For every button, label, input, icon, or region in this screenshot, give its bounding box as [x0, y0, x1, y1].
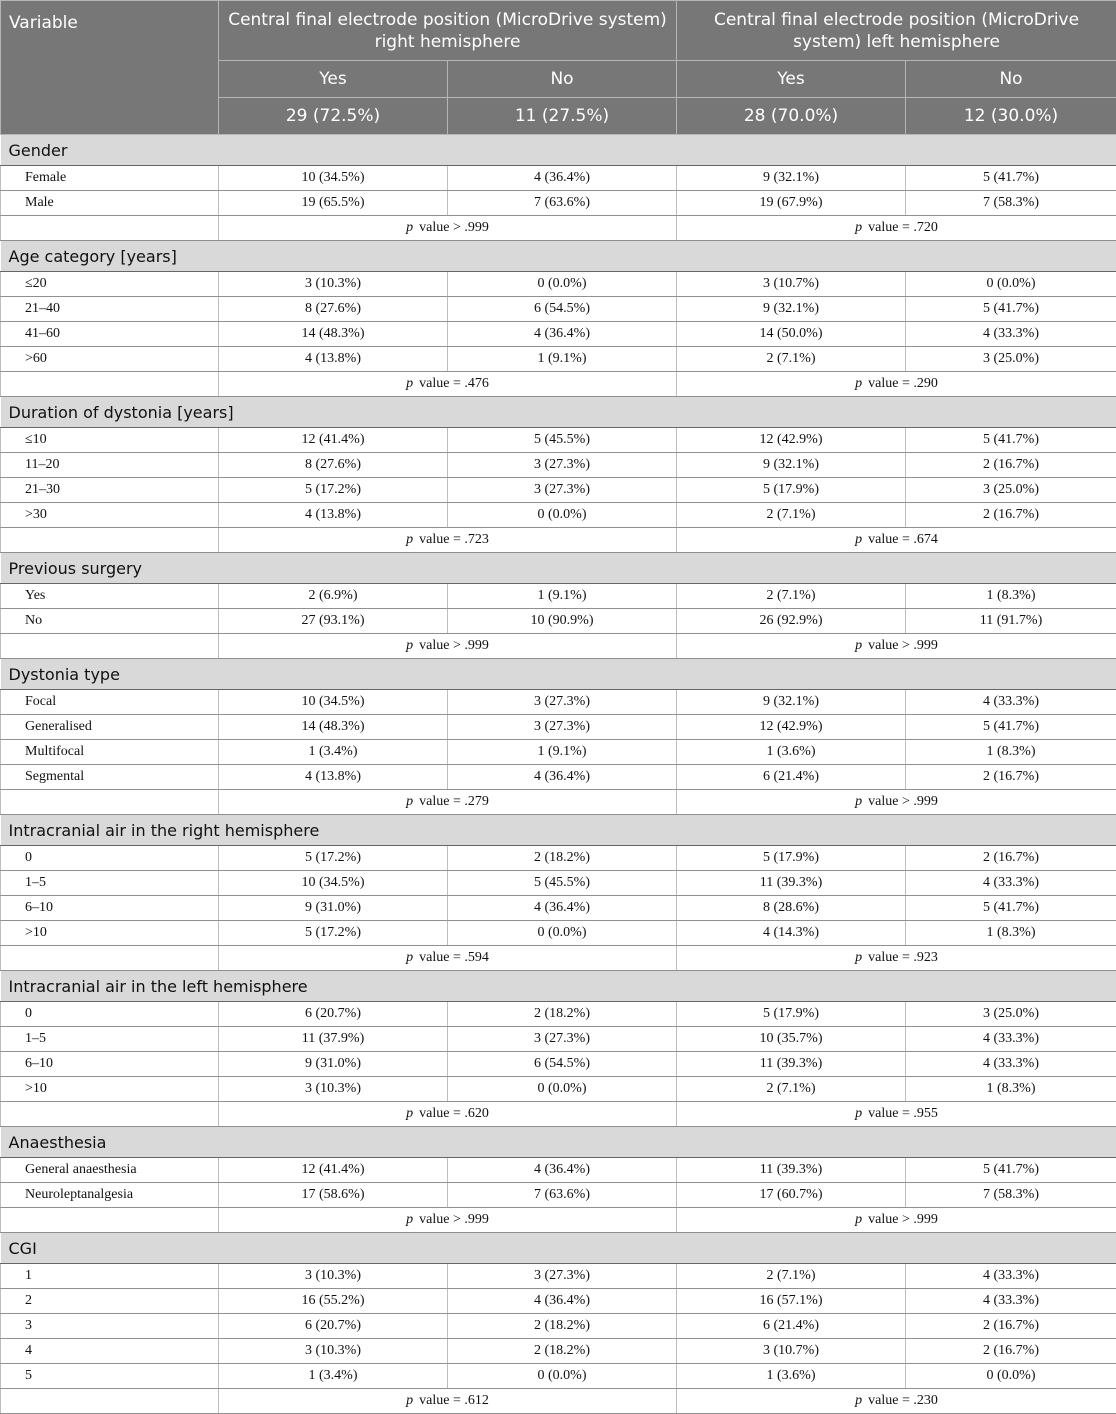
cell-value: 1 (3.6%) [677, 740, 906, 765]
section-header-row [1, 971, 1116, 1002]
table-row [1, 715, 1116, 740]
cell-value: 2 (7.1%) [677, 347, 906, 372]
cell-value: 3 (27.3%) [448, 715, 677, 740]
table-header [1, 1, 1116, 135]
section-title: Anaesthesia [1, 1127, 1116, 1158]
table-row [1, 1183, 1116, 1208]
cell-value: 8 (27.6%) [219, 297, 448, 322]
row-label: Generalised [1, 715, 219, 740]
variable-header: Variable [1, 1, 219, 135]
cell-value: 9 (31.0%) [219, 1052, 448, 1077]
cell-value: 5 (41.7%) [906, 297, 1116, 322]
table-row [1, 765, 1116, 790]
cell-value: 4 (13.8%) [219, 765, 448, 790]
empty-cell [1, 1208, 219, 1233]
cell-value: 10 (90.9%) [448, 609, 677, 634]
cell-value: 27 (93.1%) [219, 609, 448, 634]
row-label: 1 [1, 1264, 219, 1289]
cell-value: 12 (42.9%) [677, 428, 906, 453]
p-value-text: value = .723 [419, 532, 489, 547]
cell-value: 9 (32.1%) [677, 453, 906, 478]
row-label: 5 [1, 1364, 219, 1389]
row-label: ≤10 [1, 428, 219, 453]
cell-value: 4 (13.8%) [219, 347, 448, 372]
cell-value: 3 (27.3%) [448, 453, 677, 478]
cell-value: 3 (10.3%) [219, 1339, 448, 1364]
row-label: Segmental [1, 765, 219, 790]
cell-value: 2 (7.1%) [677, 1264, 906, 1289]
empty-cell [1, 216, 219, 241]
cell-value: 6 (21.4%) [677, 765, 906, 790]
section-title: Dystonia type [1, 659, 1116, 690]
p-symbol: p [406, 950, 414, 965]
cell-value: 2 (18.2%) [448, 1314, 677, 1339]
row-label: 41–60 [1, 322, 219, 347]
table-row [1, 1158, 1116, 1183]
row-label: 4 [1, 1339, 219, 1364]
cell-value: 5 (17.9%) [677, 478, 906, 503]
section-header-row [1, 1233, 1116, 1264]
p-value-text: value > .999 [868, 794, 938, 809]
p-value-text: value = .612 [419, 1393, 489, 1408]
section-title: Gender [1, 135, 1116, 166]
cell-value: 5 (17.9%) [677, 1002, 906, 1027]
p-value-text: value = .720 [868, 220, 938, 235]
table-row [1, 1339, 1116, 1364]
p-symbol: p [406, 1106, 414, 1121]
row-label: 11–20 [1, 453, 219, 478]
row-label: 1–5 [1, 1027, 219, 1052]
cell-value: 5 (41.7%) [906, 428, 1116, 453]
cell-value: 3 (27.3%) [448, 478, 677, 503]
table-row [1, 428, 1116, 453]
right-yes-header: Yes [219, 61, 448, 98]
left-no-header: No [906, 61, 1116, 98]
cell-value: 4 (33.3%) [906, 322, 1116, 347]
p-symbol: p [855, 376, 863, 391]
p-value-right [219, 216, 677, 241]
cell-value: 10 (34.5%) [219, 871, 448, 896]
p-symbol: p [406, 376, 414, 391]
table-body [1, 135, 1116, 1414]
cell-value: 4 (36.4%) [448, 765, 677, 790]
right-no-count: 11 (27.5%) [448, 98, 677, 135]
cell-value: 5 (45.5%) [448, 871, 677, 896]
cell-value: 4 (33.3%) [906, 690, 1116, 715]
cell-value: 4 (36.4%) [448, 1158, 677, 1183]
p-symbol: p [406, 532, 414, 547]
p-value-right [219, 372, 677, 397]
table-row [1, 1314, 1116, 1339]
cell-value: 11 (37.9%) [219, 1027, 448, 1052]
p-value-text: value > .999 [419, 1212, 489, 1227]
table-row [1, 453, 1116, 478]
cell-value: 4 (33.3%) [906, 1289, 1116, 1314]
cell-value: 1 (3.4%) [219, 740, 448, 765]
table-row [1, 347, 1116, 372]
cell-value: 3 (27.3%) [448, 1264, 677, 1289]
p-value-left [677, 528, 1116, 553]
cell-value: 7 (63.6%) [448, 1183, 677, 1208]
cell-value: 6 (20.7%) [219, 1314, 448, 1339]
section-header-row [1, 815, 1116, 846]
cell-value: 6 (54.5%) [448, 1052, 677, 1077]
cell-value: 2 (18.2%) [448, 1339, 677, 1364]
section-title: Intracranial air in the right hemisphere [1, 815, 1116, 846]
p-value-row [1, 216, 1116, 241]
p-value-text: value > .999 [868, 638, 938, 653]
cell-value: 1 (8.3%) [906, 584, 1116, 609]
cell-value: 3 (27.3%) [448, 690, 677, 715]
p-value-left [677, 790, 1116, 815]
row-label: 6–10 [1, 1052, 219, 1077]
cell-value: 2 (16.7%) [906, 453, 1116, 478]
cell-value: 2 (16.7%) [906, 765, 1116, 790]
p-value-row [1, 1208, 1116, 1233]
cell-value: 9 (32.1%) [677, 297, 906, 322]
left-no-count: 12 (30.0%) [906, 98, 1116, 135]
cell-value: 7 (58.3%) [906, 1183, 1116, 1208]
right-yes-count: 29 (72.5%) [219, 98, 448, 135]
cell-value: 3 (25.0%) [906, 1002, 1116, 1027]
cell-value: 17 (58.6%) [219, 1183, 448, 1208]
cell-value: 4 (33.3%) [906, 871, 1116, 896]
row-label: >60 [1, 347, 219, 372]
cell-value: 4 (14.3%) [677, 921, 906, 946]
cell-value: 14 (50.0%) [677, 322, 906, 347]
right-no-header: No [448, 61, 677, 98]
row-label: 21–40 [1, 297, 219, 322]
cell-value: 11 (39.3%) [677, 871, 906, 896]
row-label: 0 [1, 1002, 219, 1027]
p-value-text: value = .476 [419, 376, 489, 391]
p-value-text: value = .594 [419, 950, 489, 965]
cell-value: 5 (17.2%) [219, 846, 448, 871]
cell-value: 3 (10.3%) [219, 272, 448, 297]
cell-value: 4 (33.3%) [906, 1027, 1116, 1052]
cell-value: 19 (65.5%) [219, 191, 448, 216]
cell-value: 2 (16.7%) [906, 1339, 1116, 1364]
cell-value: 8 (28.6%) [677, 896, 906, 921]
row-label: 21–30 [1, 478, 219, 503]
table-row [1, 921, 1116, 946]
cell-value: 1 (9.1%) [448, 740, 677, 765]
cell-value: 12 (41.4%) [219, 1158, 448, 1183]
section-header-row [1, 553, 1116, 584]
cell-value: 5 (17.2%) [219, 478, 448, 503]
cell-value: 8 (27.6%) [219, 453, 448, 478]
p-symbol: p [406, 1212, 414, 1227]
cell-value: 1 (3.4%) [219, 1364, 448, 1389]
p-symbol: p [855, 950, 863, 965]
empty-cell [1, 946, 219, 971]
cell-value: 3 (25.0%) [906, 347, 1116, 372]
cell-value: 4 (33.3%) [906, 1264, 1116, 1289]
cell-value: 10 (34.5%) [219, 166, 448, 191]
p-value-text: value > .999 [868, 1212, 938, 1227]
cell-value: 5 (17.2%) [219, 921, 448, 946]
row-label: >10 [1, 1077, 219, 1102]
cell-value: 0 (0.0%) [448, 503, 677, 528]
p-value-row [1, 372, 1116, 397]
row-label: >30 [1, 503, 219, 528]
p-symbol: p [855, 638, 863, 653]
table-row [1, 191, 1116, 216]
table-row [1, 166, 1116, 191]
row-label: 3 [1, 1314, 219, 1339]
cell-value: 3 (25.0%) [906, 478, 1116, 503]
cell-value: 14 (48.3%) [219, 322, 448, 347]
cell-value: 16 (57.1%) [677, 1289, 906, 1314]
p-value-left [677, 216, 1116, 241]
cell-value: 5 (41.7%) [906, 715, 1116, 740]
cell-value: 17 (60.7%) [677, 1183, 906, 1208]
empty-cell [1, 372, 219, 397]
cell-value: 2 (16.7%) [906, 846, 1116, 871]
p-value-right [219, 634, 677, 659]
cell-value: 3 (27.3%) [448, 1027, 677, 1052]
cell-value: 2 (18.2%) [448, 1002, 677, 1027]
table-row [1, 478, 1116, 503]
cell-value: 1 (8.3%) [906, 1077, 1116, 1102]
cell-value: 11 (91.7%) [906, 609, 1116, 634]
section-header-row [1, 397, 1116, 428]
section-header-row [1, 659, 1116, 690]
cell-value: 0 (0.0%) [906, 1364, 1116, 1389]
p-symbol: p [855, 1393, 863, 1408]
cell-value: 9 (32.1%) [677, 166, 906, 191]
cell-value: 2 (7.1%) [677, 503, 906, 528]
p-value-text: value > .999 [419, 638, 489, 653]
cell-value: 0 (0.0%) [448, 921, 677, 946]
table-row [1, 584, 1116, 609]
p-symbol: p [855, 794, 863, 809]
p-value-text: value > .999 [419, 220, 489, 235]
row-label: Multifocal [1, 740, 219, 765]
p-value-right [219, 528, 677, 553]
cell-value: 4 (36.4%) [448, 166, 677, 191]
row-label: 2 [1, 1289, 219, 1314]
cell-value: 12 (42.9%) [677, 715, 906, 740]
table-row [1, 1077, 1116, 1102]
section-title: Previous surgery [1, 553, 1116, 584]
left-hemisphere-header: Central final electrode position (MicroDrive system) left hemisphere [677, 1, 1116, 61]
cell-value: 0 (0.0%) [906, 272, 1116, 297]
table-row [1, 1289, 1116, 1314]
p-value-row [1, 790, 1116, 815]
cell-value: 1 (3.6%) [677, 1364, 906, 1389]
p-value-left [677, 634, 1116, 659]
p-value-text: value = .620 [419, 1106, 489, 1121]
row-label: 1–5 [1, 871, 219, 896]
cell-value: 5 (41.7%) [906, 166, 1116, 191]
p-value-row [1, 634, 1116, 659]
cell-value: 2 (16.7%) [906, 503, 1116, 528]
p-value-right [219, 790, 677, 815]
p-value-left [677, 1389, 1116, 1414]
table-row [1, 740, 1116, 765]
section-title: Duration of dystonia [years] [1, 397, 1116, 428]
table-row [1, 322, 1116, 347]
table-row [1, 846, 1116, 871]
cell-value: 7 (58.3%) [906, 191, 1116, 216]
cell-value: 9 (31.0%) [219, 896, 448, 921]
cell-value: 1 (8.3%) [906, 921, 1116, 946]
cell-value: 6 (54.5%) [448, 297, 677, 322]
cell-value: 4 (36.4%) [448, 896, 677, 921]
row-label: Male [1, 191, 219, 216]
p-value-right [219, 1208, 677, 1233]
table-row [1, 1052, 1116, 1077]
section-title: Age category [years] [1, 241, 1116, 272]
cell-value: 1 (8.3%) [906, 740, 1116, 765]
row-label: 6–10 [1, 896, 219, 921]
empty-cell [1, 634, 219, 659]
p-value-text: value = .674 [868, 532, 938, 547]
table-row [1, 1002, 1116, 1027]
row-label: >10 [1, 921, 219, 946]
cell-value: 19 (67.9%) [677, 191, 906, 216]
cell-value: 2 (7.1%) [677, 584, 906, 609]
cell-value: 4 (33.3%) [906, 1052, 1116, 1077]
cell-value: 14 (48.3%) [219, 715, 448, 740]
left-yes-header: Yes [677, 61, 906, 98]
row-label: ≤20 [1, 272, 219, 297]
cell-value: 12 (41.4%) [219, 428, 448, 453]
cell-value: 3 (10.7%) [677, 272, 906, 297]
p-value-right [219, 1389, 677, 1414]
table-row [1, 1027, 1116, 1052]
table-row [1, 503, 1116, 528]
cell-value: 1 (9.1%) [448, 347, 677, 372]
row-label: No [1, 609, 219, 634]
cell-value: 6 (21.4%) [677, 1314, 906, 1339]
p-symbol: p [406, 638, 414, 653]
cell-value: 2 (6.9%) [219, 584, 448, 609]
p-value-right [219, 1102, 677, 1127]
section-title: Intracranial air in the left hemisphere [1, 971, 1116, 1002]
p-symbol: p [406, 220, 414, 235]
cell-value: 0 (0.0%) [448, 1077, 677, 1102]
cell-value: 4 (36.4%) [448, 1289, 677, 1314]
p-symbol: p [855, 1212, 863, 1227]
table-row [1, 1364, 1116, 1389]
p-value-text: value = .955 [868, 1106, 938, 1121]
cell-value: 10 (35.7%) [677, 1027, 906, 1052]
p-value-text: value = .923 [868, 950, 938, 965]
table-row [1, 871, 1116, 896]
p-value-row [1, 528, 1116, 553]
table-row [1, 1264, 1116, 1289]
cell-value: 3 (10.3%) [219, 1077, 448, 1102]
table-row [1, 609, 1116, 634]
empty-cell [1, 1389, 219, 1414]
p-value-left [677, 1102, 1116, 1127]
p-value-left [677, 946, 1116, 971]
p-value-row [1, 946, 1116, 971]
p-value-left [677, 372, 1116, 397]
p-value-text: value = .290 [868, 376, 938, 391]
section-header-row [1, 1127, 1116, 1158]
p-symbol: p [855, 220, 863, 235]
p-symbol: p [406, 1393, 414, 1408]
cell-value: 4 (36.4%) [448, 322, 677, 347]
p-value-row [1, 1389, 1116, 1414]
left-yes-count: 28 (70.0%) [677, 98, 906, 135]
row-label: Female [1, 166, 219, 191]
cell-value: 5 (41.7%) [906, 1158, 1116, 1183]
cell-value: 5 (45.5%) [448, 428, 677, 453]
section-header-row [1, 241, 1116, 272]
cell-value: 11 (39.3%) [677, 1158, 906, 1183]
section-header-row [1, 135, 1116, 166]
row-label: 0 [1, 846, 219, 871]
p-value-right [219, 946, 677, 971]
cell-value: 10 (34.5%) [219, 690, 448, 715]
cell-value: 0 (0.0%) [448, 1364, 677, 1389]
cell-value: 1 (9.1%) [448, 584, 677, 609]
cell-value: 16 (55.2%) [219, 1289, 448, 1314]
cell-value: 0 (0.0%) [448, 272, 677, 297]
row-label: Focal [1, 690, 219, 715]
cell-value: 5 (17.9%) [677, 846, 906, 871]
row-label: General anaesthesia [1, 1158, 219, 1183]
row-label: Neuroleptanalgesia [1, 1183, 219, 1208]
cell-value: 3 (10.3%) [219, 1264, 448, 1289]
right-hemisphere-header: Central final electrode position (MicroDrive system) right hemisphere [219, 1, 677, 61]
empty-cell [1, 528, 219, 553]
row-label: Yes [1, 584, 219, 609]
section-title: CGI [1, 1233, 1116, 1264]
empty-cell [1, 790, 219, 815]
table-row [1, 272, 1116, 297]
table-row [1, 896, 1116, 921]
cell-value: 4 (13.8%) [219, 503, 448, 528]
cell-value: 5 (41.7%) [906, 896, 1116, 921]
table-row [1, 690, 1116, 715]
empty-cell [1, 1102, 219, 1127]
cell-value: 6 (20.7%) [219, 1002, 448, 1027]
p-value-text: value = .279 [419, 794, 489, 809]
p-symbol: p [406, 794, 414, 809]
cell-value: 2 (16.7%) [906, 1314, 1116, 1339]
cell-value: 26 (92.9%) [677, 609, 906, 634]
p-symbol: p [855, 1106, 863, 1121]
cell-value: 2 (7.1%) [677, 1077, 906, 1102]
cell-value: 9 (32.1%) [677, 690, 906, 715]
p-symbol: p [855, 532, 863, 547]
p-value-text: value = .230 [868, 1393, 938, 1408]
cell-value: 3 (10.7%) [677, 1339, 906, 1364]
cell-value: 2 (18.2%) [448, 846, 677, 871]
p-value-left [677, 1208, 1116, 1233]
table-row [1, 297, 1116, 322]
cell-value: 7 (63.6%) [448, 191, 677, 216]
cell-value: 11 (39.3%) [677, 1052, 906, 1077]
p-value-row [1, 1102, 1116, 1127]
